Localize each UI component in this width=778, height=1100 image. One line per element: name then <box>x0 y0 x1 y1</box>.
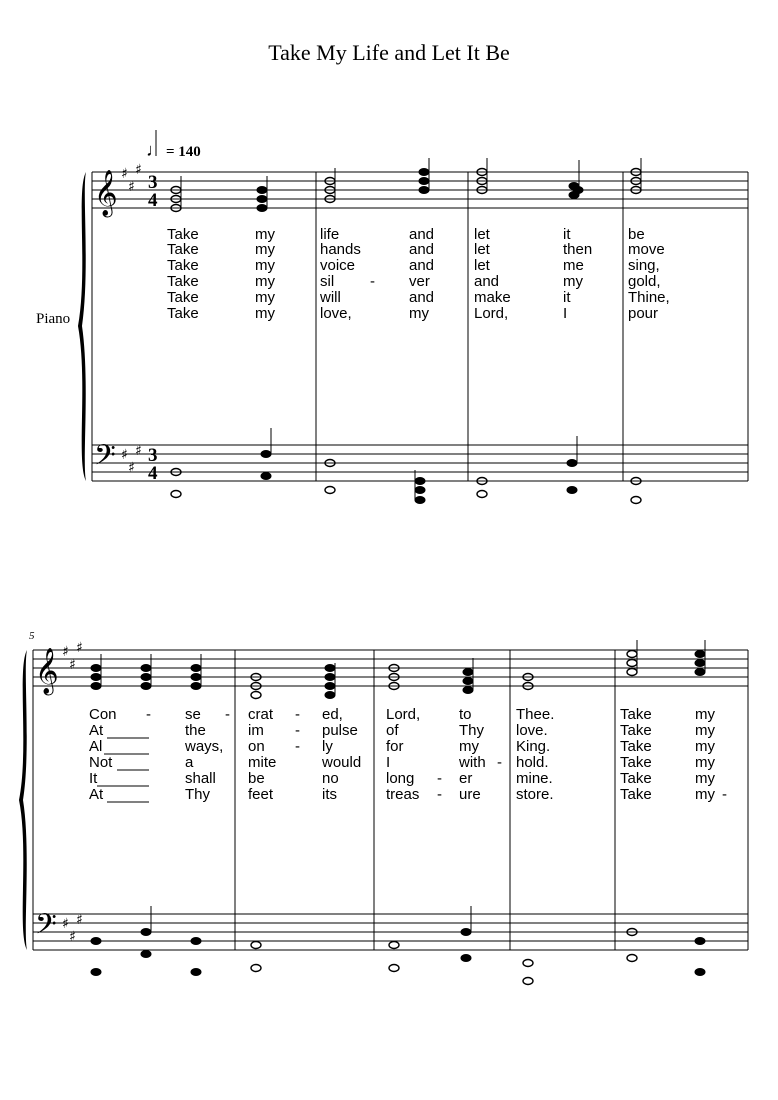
lyric: then <box>563 241 593 258</box>
lyric: Take <box>167 289 199 306</box>
lyric: let <box>474 226 490 243</box>
time-signature-1 <box>148 172 158 484</box>
lyric: Lord, <box>474 305 509 322</box>
svg-text:♯: ♯ <box>62 644 69 660</box>
lyric: hold. <box>516 754 549 771</box>
lyric: treas <box>386 786 420 803</box>
lyric: ed, <box>322 706 343 723</box>
tempo-value: = 140 <box>166 144 201 160</box>
lyric: gold, <box>628 273 661 290</box>
bass-staff-2 <box>33 914 748 950</box>
lyric: Con <box>89 706 117 723</box>
lyric: my <box>255 241 275 258</box>
bass-clef-icon-1: 𝄢 <box>94 439 116 479</box>
svg-text:♯: ♯ <box>121 166 128 182</box>
time-sig-bottom-bass: 4 <box>148 463 158 484</box>
lyric: Take <box>620 786 652 803</box>
lyric: my <box>409 305 429 322</box>
lyric: no <box>322 770 339 787</box>
lyric: - <box>146 706 151 723</box>
lyric: would <box>322 754 362 771</box>
bass-clef-icon-2: 𝄢 <box>35 908 57 948</box>
lyric: my <box>255 226 275 243</box>
lyric: for <box>386 738 404 755</box>
lyric: se <box>185 706 201 723</box>
lyric: shall <box>185 770 216 787</box>
lyric: Thee. <box>516 706 555 723</box>
time-sig-top-bass: 3 <box>148 445 158 466</box>
lyric: with <box>459 754 486 771</box>
lyric: Take <box>620 738 652 755</box>
lyric: my <box>563 273 583 290</box>
lyric: my <box>695 770 715 787</box>
treble-clef-icon-1: 𝄞 <box>94 170 118 216</box>
lyric: crat <box>248 706 274 723</box>
lyric: be <box>248 770 265 787</box>
lyric: King. <box>516 738 551 755</box>
lyric: Not <box>89 754 113 771</box>
lyric: voice <box>320 257 356 274</box>
lyric: my <box>255 273 275 290</box>
treble-clef-icon-2: 𝄞 <box>35 648 59 694</box>
svg-text:♯: ♯ <box>69 657 76 673</box>
lyric: my <box>695 738 715 755</box>
lyric: life <box>320 226 340 243</box>
svg-text:♯: ♯ <box>135 443 142 459</box>
time-sig-bottom: 4 <box>148 190 158 211</box>
lyric: Take <box>620 754 652 771</box>
lyric: sil <box>320 273 335 290</box>
lyrics-system-1 <box>167 226 670 322</box>
instrument-label: Piano <box>36 311 71 327</box>
lyric: - <box>225 706 230 723</box>
lyric: I <box>563 305 568 322</box>
lyric: pulse <box>322 722 358 739</box>
lyric: sing, <box>628 257 660 274</box>
lyric: my <box>255 305 275 322</box>
lyric: Take <box>620 706 652 723</box>
bass-staff-1 <box>92 445 748 481</box>
lyric: long <box>386 770 415 787</box>
lyric: hands <box>320 241 361 258</box>
svg-text:♯: ♯ <box>128 460 135 476</box>
score-title: Take My Life and Let It Be <box>268 40 510 65</box>
svg-text:♯: ♯ <box>121 447 128 463</box>
lyric: ly <box>322 738 333 755</box>
lyric: Thy <box>459 722 485 739</box>
lyric: Take <box>167 273 199 290</box>
lyric: move <box>628 241 665 258</box>
lyric: Thy <box>185 786 211 803</box>
lyric: let <box>474 257 490 274</box>
lyric: mite <box>248 754 277 771</box>
lyric: feet <box>248 786 274 803</box>
brace-1 <box>78 172 86 481</box>
svg-text:♯: ♯ <box>69 929 76 945</box>
lyric: my <box>695 754 715 771</box>
lyric: store. <box>516 786 554 803</box>
lyric: mine. <box>516 770 553 787</box>
lyric: At <box>89 786 104 803</box>
lyric: will <box>320 289 341 306</box>
lyric: pour <box>628 305 659 322</box>
notes-system-2 <box>91 640 705 985</box>
lyric: - <box>295 738 300 755</box>
lyric: - <box>722 786 727 803</box>
lyric: - <box>295 722 300 739</box>
lyric: let <box>474 241 490 258</box>
lyric: - <box>437 770 442 787</box>
lyric: its <box>322 786 337 803</box>
lyric: ure <box>459 786 481 803</box>
lyric: and <box>409 241 435 258</box>
lyric: Take <box>167 257 199 274</box>
lyric: a <box>185 754 194 771</box>
lyric: on <box>248 738 265 755</box>
notes-system-1 <box>171 158 641 504</box>
lyric: and <box>409 226 435 243</box>
lyric: Take <box>167 226 199 243</box>
lyric: Al <box>89 738 103 755</box>
lyric: be <box>628 226 645 243</box>
lyric: - <box>437 786 442 803</box>
lyric: im <box>248 722 264 739</box>
lyric: make <box>474 289 511 306</box>
time-sig-top: 3 <box>148 172 158 193</box>
lyric: it <box>563 289 571 306</box>
treble-staff-2 <box>33 650 748 686</box>
lyrics-system-2 <box>89 706 727 803</box>
lyric: ways, <box>185 738 224 755</box>
brace-2 <box>19 650 27 950</box>
lyric: and <box>474 273 500 290</box>
lyric: and <box>409 257 435 274</box>
lyric: er <box>459 770 473 787</box>
lyric: It <box>89 770 98 787</box>
barlines-1 <box>92 172 748 481</box>
lyric: love, <box>320 305 352 322</box>
lyric: the <box>185 722 206 739</box>
lyric: - <box>370 273 375 290</box>
lyric: my <box>459 738 479 755</box>
lyric: my <box>255 289 275 306</box>
quarter-note-icon: ♩ <box>146 140 164 160</box>
lyric: Take <box>167 305 199 322</box>
svg-text:♯: ♯ <box>62 916 69 932</box>
lyric: my <box>695 706 715 723</box>
lyric: At <box>89 722 104 739</box>
lyric: of <box>386 722 399 739</box>
lyric: to <box>459 706 472 723</box>
key-signature-1 <box>121 162 142 476</box>
lyric: - <box>497 754 502 771</box>
svg-text:♯: ♯ <box>76 912 83 928</box>
lyric: I <box>386 754 391 771</box>
lyric: and <box>409 289 435 306</box>
lyric: my <box>255 257 275 274</box>
measure-number: 5 <box>29 630 35 642</box>
lyric: love. <box>516 722 548 739</box>
lyric: ver <box>409 273 430 290</box>
lyric: Take <box>620 770 652 787</box>
lyric: my <box>695 786 715 803</box>
svg-text:♯: ♯ <box>135 162 142 178</box>
lyric: Lord, <box>386 706 421 723</box>
lyric: Take <box>167 241 199 258</box>
lyric: me <box>563 257 584 274</box>
svg-text:♯: ♯ <box>76 640 83 656</box>
lyric: Take <box>620 722 652 739</box>
lyric: my <box>695 722 715 739</box>
lyric: - <box>295 706 300 723</box>
lyric: Thine, <box>628 289 670 306</box>
svg-text:♯: ♯ <box>128 179 135 195</box>
lyric: it <box>563 226 571 243</box>
